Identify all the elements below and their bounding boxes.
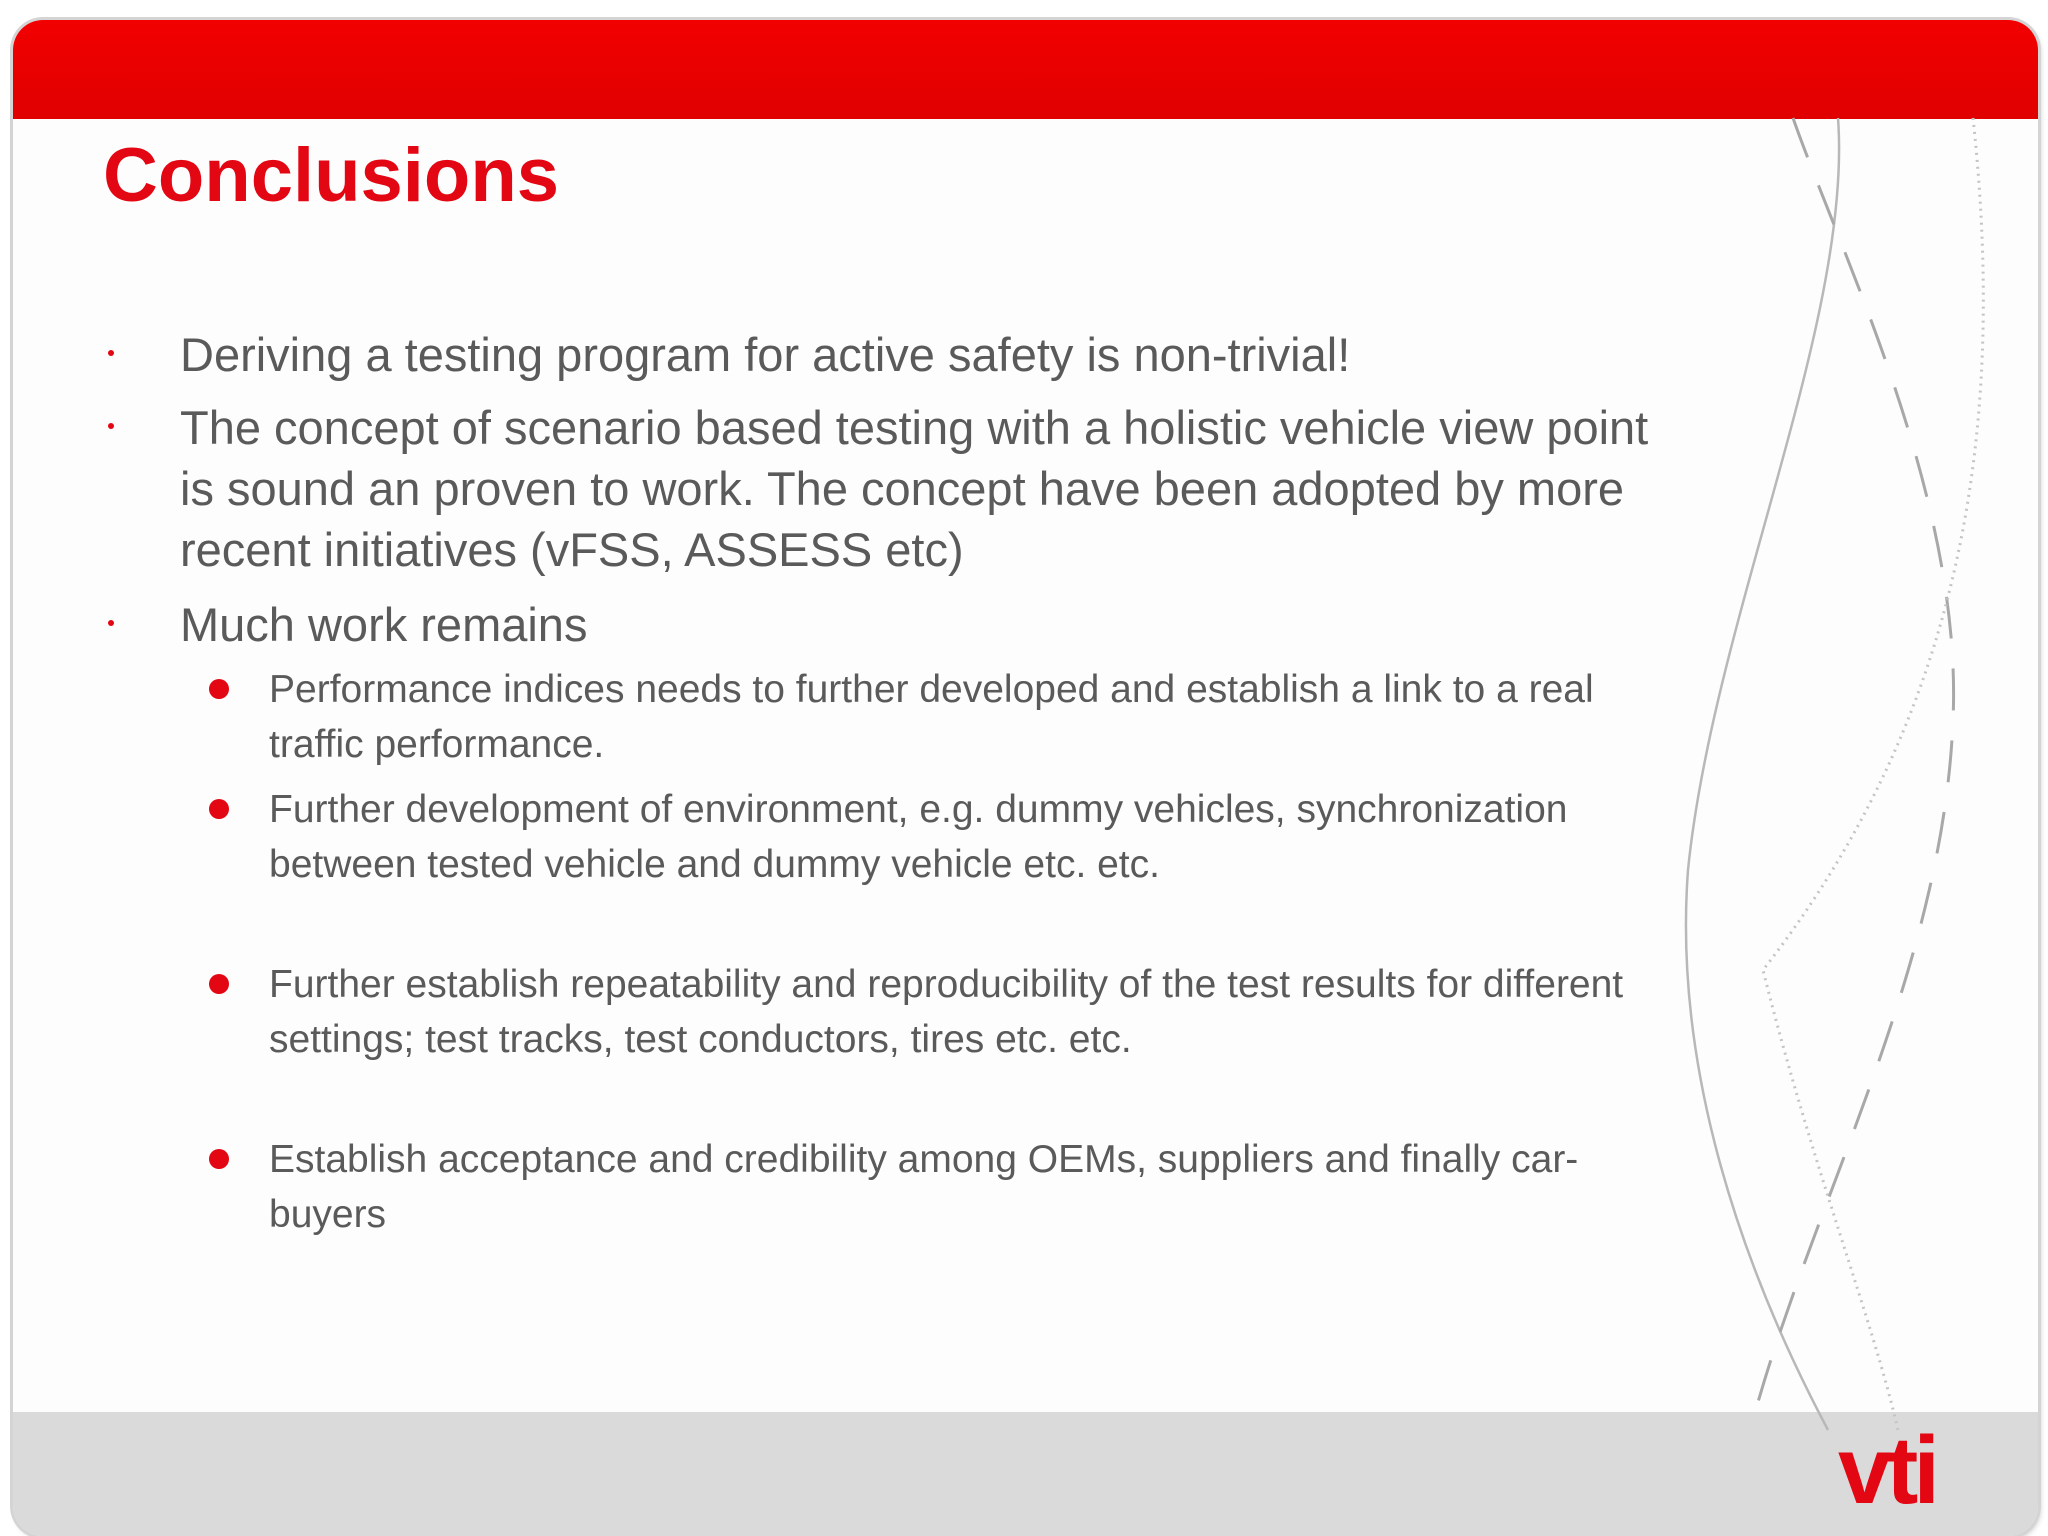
bullet-item: The concept of scenario based testing with a holistic vehicle view point is sound an proven to work. The concept have been adopted by more recent initiatives (vFSS, ASSESS etc) — [180, 401, 1649, 576]
bullet-item: Deriving a testing program for active safety is non-trivial! — [180, 328, 1351, 381]
vti-logo: vti — [1838, 1417, 1936, 1524]
sub-bullet-marker — [209, 799, 229, 819]
sub-bullet-item: Further development of environment, e.g. dummy vehicles, synchronization between tested vehicle and dummy vehicle etc. etc. — [269, 788, 1568, 886]
bullet-item: Much work remains — [180, 598, 588, 651]
slide-title: Conclusions — [103, 133, 560, 218]
sub-bullet-item: Performance indices needs to further developed and establish a link to a real traffic performance. — [269, 668, 1594, 766]
decorative-road-lines — [13, 20, 2038, 1536]
sub-bullet-marker — [209, 1149, 229, 1169]
header-band — [13, 20, 2038, 119]
bullet-marker — [108, 620, 114, 626]
footer-band — [13, 1412, 2038, 1536]
bullet-marker — [108, 350, 114, 356]
sub-bullet-marker — [209, 679, 229, 699]
sub-bullet-item: Establish acceptance and credibility among OEMs, suppliers and finally car-buyers — [269, 1138, 1579, 1236]
slide — [13, 20, 2038, 1536]
sub-bullet-item: Further establish repeatability and reproducibility of the test results for different settings; test tracks, test conductors, tires etc. etc. — [269, 963, 1624, 1061]
sub-bullet-marker — [209, 974, 229, 994]
bullet-marker — [108, 423, 114, 429]
